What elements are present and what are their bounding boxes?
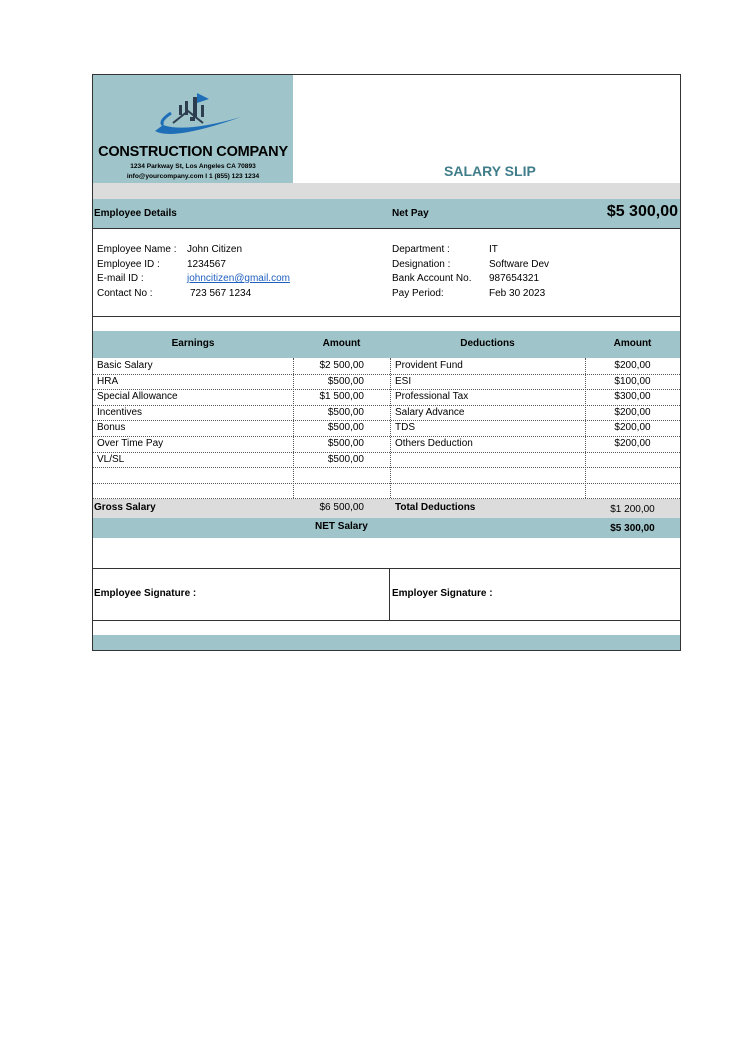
earnings-header: Earnings bbox=[171, 338, 215, 349]
employee-details-heading: Employee Details bbox=[94, 208, 177, 219]
divider bbox=[93, 228, 680, 229]
employee-id: 1234567 bbox=[187, 259, 226, 270]
employee-signature-label: Employee Signature : bbox=[94, 588, 197, 599]
designation-label: Designation : bbox=[392, 259, 451, 270]
table-column-divider bbox=[293, 358, 294, 498]
spacer-band bbox=[93, 183, 680, 199]
deduction-amount: $200,00 bbox=[614, 438, 651, 449]
employee-name: John Citizen bbox=[187, 244, 243, 255]
divider bbox=[93, 568, 680, 569]
earning-amount: $1 500,00 bbox=[319, 391, 364, 403]
bank-account: 987654321 bbox=[489, 273, 540, 284]
earning-amount: $2 500,00 bbox=[319, 360, 364, 371]
details-header bbox=[93, 199, 680, 228]
earning-label: Bonus bbox=[97, 422, 126, 434]
divider bbox=[93, 620, 680, 621]
pay-period-label: Pay Period: bbox=[392, 288, 444, 299]
table-row-divider bbox=[93, 436, 680, 437]
earning-amount: $500,00 bbox=[327, 406, 364, 418]
net-pay-value: $5 300,00 bbox=[606, 203, 678, 220]
table-column-divider bbox=[390, 358, 391, 498]
deduction-label: Provident Fund bbox=[395, 360, 463, 371]
pay-period: Feb 30 2023 bbox=[489, 288, 546, 299]
deductions-header: Deductions bbox=[460, 338, 515, 349]
table-column-divider bbox=[585, 358, 586, 498]
net-salary-value: $5 300,00 bbox=[610, 523, 655, 534]
earning-label: Incentives bbox=[97, 406, 143, 418]
table-row-divider bbox=[93, 374, 680, 375]
deduction-amount: $200,00 bbox=[614, 360, 651, 371]
gross-salary-value: $6 500,00 bbox=[319, 502, 364, 513]
earning-label: HRA bbox=[97, 375, 119, 387]
deduction-amount: $100,00 bbox=[614, 375, 651, 387]
table-row-divider bbox=[93, 483, 680, 484]
earning-label: Basic Salary bbox=[97, 360, 153, 371]
footer-band bbox=[93, 635, 680, 650]
employee-name-label: Employee Name : bbox=[97, 244, 177, 255]
company-logo-icon bbox=[93, 75, 293, 141]
earning-label: Special Allowance bbox=[97, 391, 178, 403]
deduction-label: Professional Tax bbox=[395, 391, 469, 403]
table-row-divider bbox=[93, 467, 680, 468]
company-contact: info@yourcompany.com I 1 (855) 123 1234 bbox=[126, 173, 260, 180]
table-row-divider bbox=[93, 389, 680, 390]
earning-amount: $500,00 bbox=[327, 438, 364, 449]
net-pay-heading: Net Pay bbox=[392, 208, 429, 219]
earning-amount: $500,00 bbox=[327, 422, 364, 434]
page-title: SALARY SLIP bbox=[444, 163, 536, 179]
gross-row bbox=[93, 499, 680, 518]
salary-slip bbox=[92, 74, 681, 651]
email-link[interactable]: johncitizen@gmail.com bbox=[187, 273, 290, 284]
signature-divider bbox=[389, 568, 390, 620]
divider bbox=[93, 316, 680, 317]
deduction-amount: $200,00 bbox=[614, 422, 651, 434]
deductions-amount-header: Amount bbox=[613, 338, 652, 349]
earning-amount: $500,00 bbox=[327, 453, 364, 465]
employer-signature-label: Employer Signature : bbox=[392, 588, 493, 599]
designation: Software Dev bbox=[489, 259, 550, 270]
table-row-divider bbox=[93, 452, 680, 453]
contact-label: Contact No : bbox=[97, 288, 153, 299]
deduction-label: TDS bbox=[395, 422, 415, 434]
earning-label: VL/SL bbox=[97, 453, 125, 465]
email-label: E-mail ID : bbox=[97, 273, 144, 284]
table-row-divider bbox=[93, 405, 680, 406]
deduction-label: Salary Advance bbox=[395, 406, 465, 418]
earning-label: Over Time Pay bbox=[97, 438, 164, 449]
gross-salary-label: Gross Salary bbox=[94, 502, 156, 513]
earning-amount: $500,00 bbox=[327, 375, 364, 387]
company-name: CONSTRUCTION COMPANY bbox=[98, 144, 288, 160]
deduction-label: ESI bbox=[395, 375, 412, 387]
logo-panel bbox=[93, 75, 293, 183]
department: IT bbox=[489, 244, 498, 255]
deduction-amount: $200,00 bbox=[614, 406, 651, 418]
earnings-amount-header: Amount bbox=[322, 338, 361, 349]
total-deductions-label: Total Deductions bbox=[395, 502, 476, 513]
total-deductions-value: $1 200,00 bbox=[610, 504, 655, 515]
contact-number: 723 567 1234 bbox=[190, 288, 252, 299]
company-address: 1234 Parkway St, Los Angeles CA 70893 bbox=[130, 163, 256, 170]
deduction-label: Others Deduction bbox=[395, 438, 473, 449]
bank-account-label: Bank Account No. bbox=[392, 273, 472, 284]
employee-id-label: Employee ID : bbox=[97, 259, 160, 270]
net-salary-label: NET Salary bbox=[315, 521, 368, 532]
deduction-amount: $300,00 bbox=[614, 391, 651, 403]
department-label: Department : bbox=[392, 244, 450, 255]
net-salary-row bbox=[93, 518, 680, 538]
table-row-divider bbox=[93, 420, 680, 421]
table-header bbox=[93, 331, 680, 358]
